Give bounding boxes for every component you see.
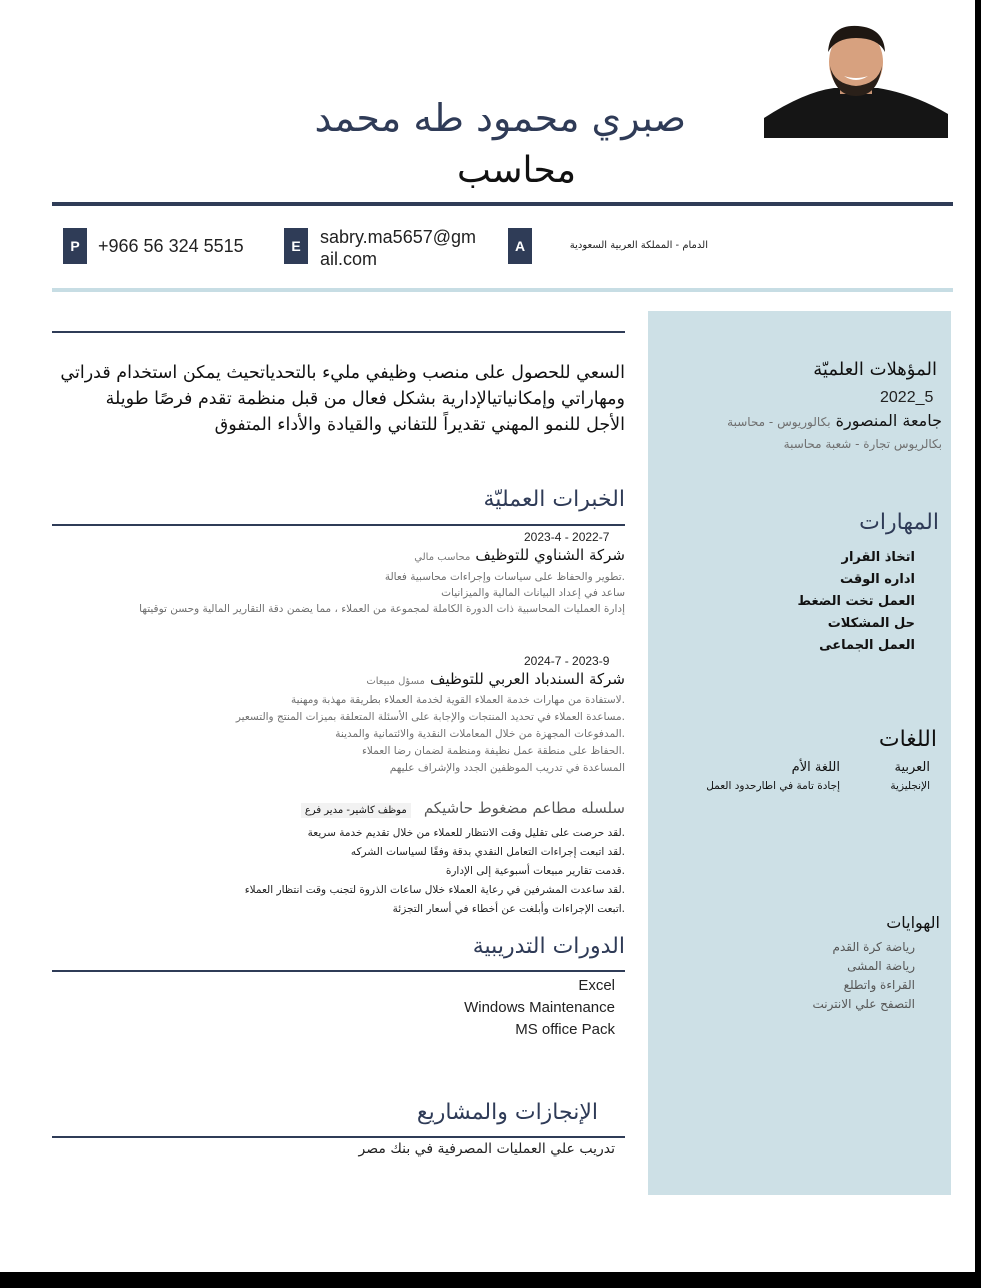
task-item: .قدمت تقارير مبيعات أسبوعية إلى الإدارة: [445, 865, 625, 877]
degree-name: بكالوريوس - محاسبة: [727, 415, 831, 429]
position-name: محاسب مالي: [414, 552, 471, 563]
objective-text: [52, 360, 625, 438]
degree-detail: بكالريوس تجارة - شعبة محاسبة: [783, 437, 942, 451]
task-item: إدارة العمليات المحاسبية ذات الدورة الكاملة لمجموعة من العملاء ، مما يضمن دقة التقارير المالية وحسن توقيتها: [139, 603, 625, 615]
experience-divider: [52, 524, 625, 526]
address-badge: A: [508, 228, 532, 264]
task-item: .لقد حرصت على تقليل وقت الانتظار للعملاء من خلال تقديم خدمة سريعة: [307, 827, 625, 839]
language-level-arabic: اللغة الأم: [791, 760, 840, 775]
hobby-item: رياضة كرة القدم: [832, 940, 915, 954]
languages-title: اللغات: [878, 727, 937, 752]
objective-divider: [52, 331, 625, 333]
skill-item: اتخاذ القرار: [841, 550, 915, 565]
hobbies-title: الهوايات: [886, 913, 940, 932]
job-tasks: [245, 824, 625, 919]
skills-title: المهارات: [859, 510, 939, 535]
header-divider: [52, 202, 953, 206]
achievement-item: تدريب علي العمليات المصرفية في بنك مصر: [358, 1141, 615, 1157]
job-heading: [366, 669, 625, 688]
skills-list: [798, 547, 915, 657]
contact-divider: [52, 288, 953, 292]
job-tasks: [236, 692, 625, 777]
task-item: .الحفاظ على منطقة عمل نظيفة ومنظمة لضمان رضا العملاء: [361, 745, 625, 757]
language-level-english: إجادة تامة في اطارحدود العمل: [706, 780, 840, 792]
task-item: المساعدة في تدريب الموظفين الجدد والإشراف عليهم: [389, 762, 625, 774]
courses-divider: [52, 970, 625, 972]
skill-item: العمل تخت الضغط: [797, 594, 915, 609]
objective-line: ومهاراتي وإمكانياتيالإدارية بشكل فعال من قبل منظمة تقدم فرصًا طويلة: [105, 389, 625, 409]
course-item: Windows Maintenance: [464, 999, 615, 1016]
job-tasks: [139, 569, 625, 617]
email-line-2: ail.com: [320, 249, 378, 269]
language-name-english: الإنجليزية: [890, 780, 930, 792]
task-item: .المدفوعات المجهزة من خلال المعاملات النقدية والائتمانية والمدينة: [335, 728, 625, 740]
address: الدمام - المملكة العربية السعودية: [569, 240, 708, 251]
course-item: MS office Pack: [515, 1021, 615, 1038]
email-badge: E: [284, 228, 308, 264]
objective-line: الأجل للنمو المهني تقديراً للتفاني والقيادة والأداء المتفوق: [214, 415, 625, 435]
university-name: جامعة المنصورة: [835, 411, 942, 430]
skill-item: حل المشكلات: [827, 616, 915, 631]
task-item: .لقد اتبعت إجراءات التعامل النقدي بدقة وفقًا لسياسات الشركه: [350, 846, 625, 858]
job-heading: [414, 545, 625, 564]
company-name: شركة السندباد العربي للتوظيف: [429, 670, 625, 688]
courses-list: [464, 975, 615, 1041]
education-year: 2022_5: [880, 389, 934, 406]
courses-title: الدورات التدريبية: [472, 934, 625, 959]
email-address: [320, 226, 476, 270]
task-item: .مساعدة العملاء في تحديد المنتجات والإجابة على الأسئلة المتعلقة بميزات المنتج والتسعير: [235, 711, 625, 723]
job-title: محاسب: [456, 150, 576, 191]
course-item: Excel: [578, 977, 615, 994]
job-heading: [301, 798, 625, 817]
language-name-arabic: العربية: [894, 760, 930, 775]
skill-item: اداره الوقت: [839, 572, 915, 587]
skill-item: العمل الجماعى: [819, 638, 915, 653]
hobby-item: رياضة المشى: [847, 959, 915, 973]
profile-photo: [764, 22, 948, 138]
hobby-item: القراءة واتطلع: [843, 978, 915, 992]
job-dates: 2024-7 - 2023-9: [524, 654, 610, 668]
task-item: .لقد ساعدت المشرفين في رعاية العملاء خلال ساعات الذروة لتجنب وقت انتظار العملاء: [244, 884, 625, 896]
email-line-1: sabry.ma5657@gm: [320, 227, 477, 247]
achievements-title: الإنجازات والمشاريع: [416, 1100, 598, 1125]
position-name: مسؤل مبيعات: [366, 676, 425, 687]
company-name: سلسله مطاعم مضغوط حاشيكم: [423, 799, 625, 817]
phone-badge: P: [63, 228, 87, 264]
phone-number: +966 56 324 5515: [98, 236, 244, 256]
company-name: شركة الشناوي للتوظيف: [475, 546, 625, 564]
task-item: .لاستفادة من مهارات خدمة العملاء القوية لخدمة العملاء بطريقة مهذبة ومهنية: [290, 694, 625, 706]
task-item: .اتبعت الإجراءات وأبلغت عن أخطاء في أسعار التجزئة: [392, 903, 625, 915]
task-item: .تطوير والحفاظ على سياسات وإجراءات محاسبية فعالة: [384, 571, 625, 583]
job-dates: 2023-4 - 2022-7: [524, 530, 610, 544]
objective-line: السعي للحصول على منصب وظيفي مليء بالتحدياتحيث يمكن استخدام قدراتي: [60, 363, 625, 383]
achievements-divider: [52, 1136, 625, 1138]
experience-title: الخبرات العمليّة: [483, 487, 625, 512]
candidate-name: صبري محمود طه محمد: [314, 96, 686, 140]
hobbies-list: [813, 938, 915, 1014]
hobby-item: التصفح علي الانترنت: [812, 997, 915, 1011]
education-university-row: [727, 411, 942, 430]
education-title: المؤهلات العلميّة: [813, 359, 937, 380]
position-name: موظف كاشير- مدير فرع: [301, 803, 411, 818]
task-item: ساعد في إعداد البيانات المالية والميزانيات: [441, 587, 625, 599]
